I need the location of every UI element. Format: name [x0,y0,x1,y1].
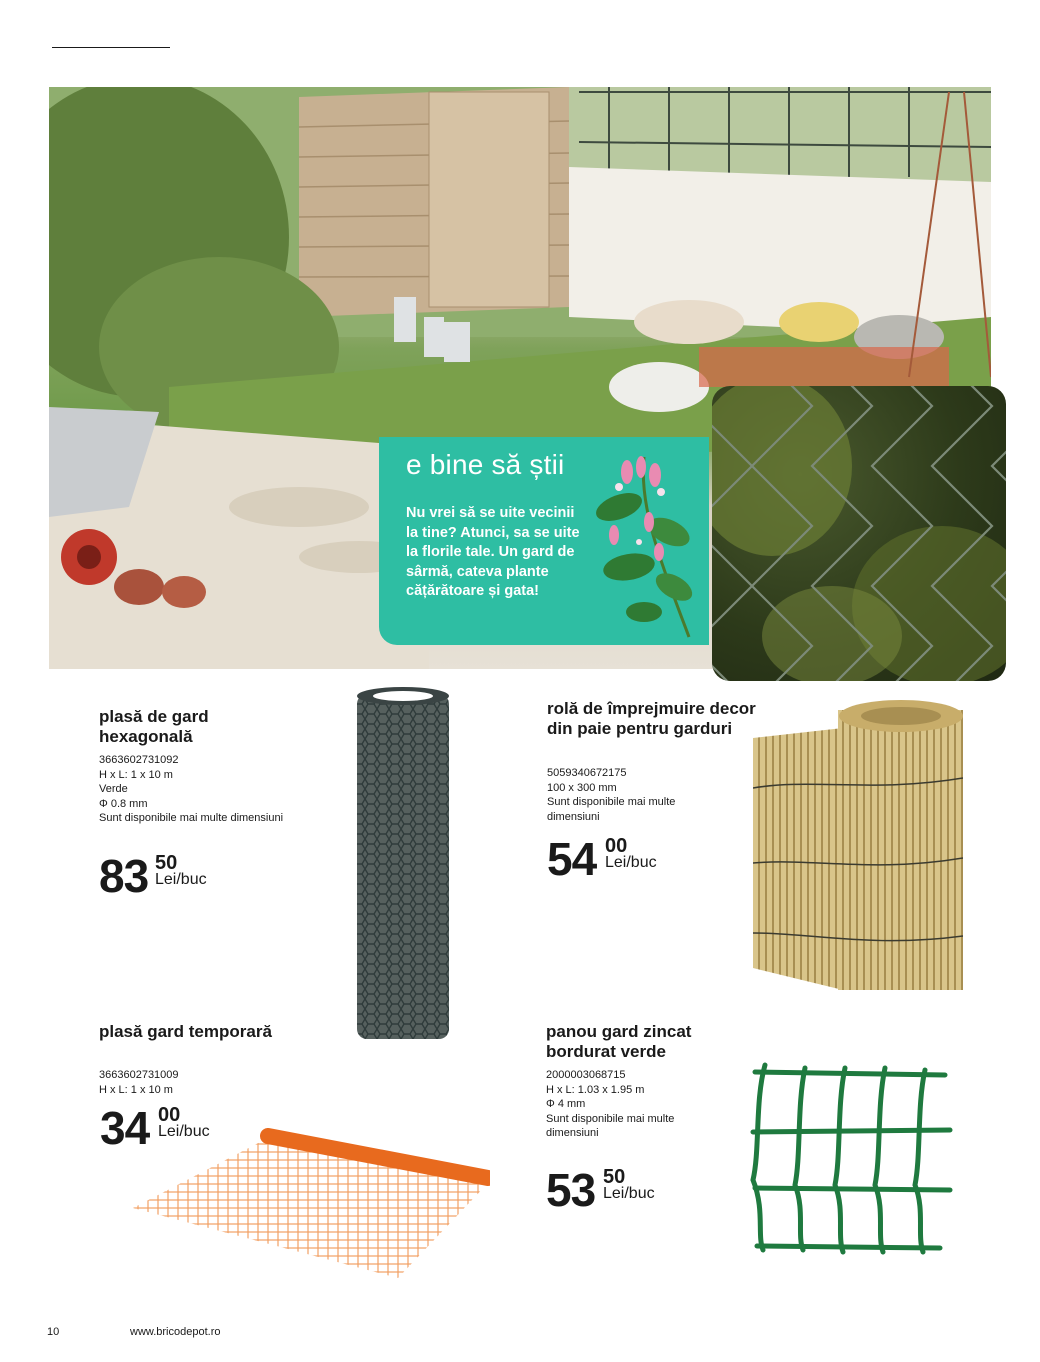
product-name: rolă de împrejmuire decor din paie pentru garduri [547,699,756,738]
price-unit: Lei/buc [603,1185,655,1202]
product-availability: Sunt disponibile mai multe dimensiuni [547,796,676,823]
top-rule [52,47,170,48]
website-link[interactable]: www.bricodepot.ro [130,1326,221,1338]
green-fence-panel-image [745,1060,955,1255]
product-code: 3663602731009 [99,1069,179,1081]
product-details [99,753,289,826]
price-unit: Lei/buc [155,871,207,888]
product-name: plasă gard temporară [99,1022,272,1041]
price-decimal: 50 [155,852,178,874]
product-dimensions: H x L: 1 x 10 m [99,768,173,781]
product-availability: Sunt disponibile mai multe dimensiuni [546,1112,675,1139]
product-code: 2000003068715 [546,1069,626,1081]
product-price [99,851,229,901]
climbing-flower-illustration [589,447,699,642]
product-name: plasă de gard hexagonală [99,707,209,746]
product-details [547,766,717,824]
callout-text: Nu vrei să se uite vecinii la tine? Atunci, sa se uite la florile tale. Un gard de sârmă, cateva plante cățărătoare și gata! [406,505,580,599]
product-dimensions: 100 x 300 mm [547,781,617,794]
callout-title: e bine să știi [406,449,565,480]
price-decimal: 50 [603,1166,626,1188]
product-code: 3663602731092 [99,754,179,766]
page-number: 10 [47,1326,60,1338]
price-decimal: 00 [158,1104,181,1126]
product-dimensions: H x L: 1.03 x 1.95 m [546,1083,645,1096]
price-integer: 53 [546,1164,596,1216]
product-name: panou gard zincat bordurat verde [546,1022,692,1061]
product-details [99,1068,289,1097]
price-unit: Lei/buc [158,1123,210,1140]
product-details [546,1068,676,1141]
price-decimal: 00 [605,835,628,857]
price-integer: 54 [547,833,597,885]
orange-safety-mesh-image [128,1128,490,1283]
price-unit: Lei/buc [605,854,657,871]
product-diameter: Φ 4 mm [546,1098,586,1110]
price-integer: 83 [99,850,149,902]
product-price [547,834,677,884]
product-color: Verde [99,783,128,795]
reed-fence-roll-image [753,698,963,990]
product-diameter: Φ 0.8 mm [99,797,148,810]
info-callout [379,437,709,645]
chain-link-fence-photo [712,386,1006,681]
product-availability: Sunt disponibile mai multe dimensiuni [99,812,284,824]
hexagonal-mesh-roll-image [353,684,453,1044]
price-integer: 34 [100,1102,150,1154]
product-price [546,1165,676,1215]
product-code: 5059340672175 [547,767,627,779]
product-dimensions: H x L: 1 x 10 m [99,1083,173,1096]
